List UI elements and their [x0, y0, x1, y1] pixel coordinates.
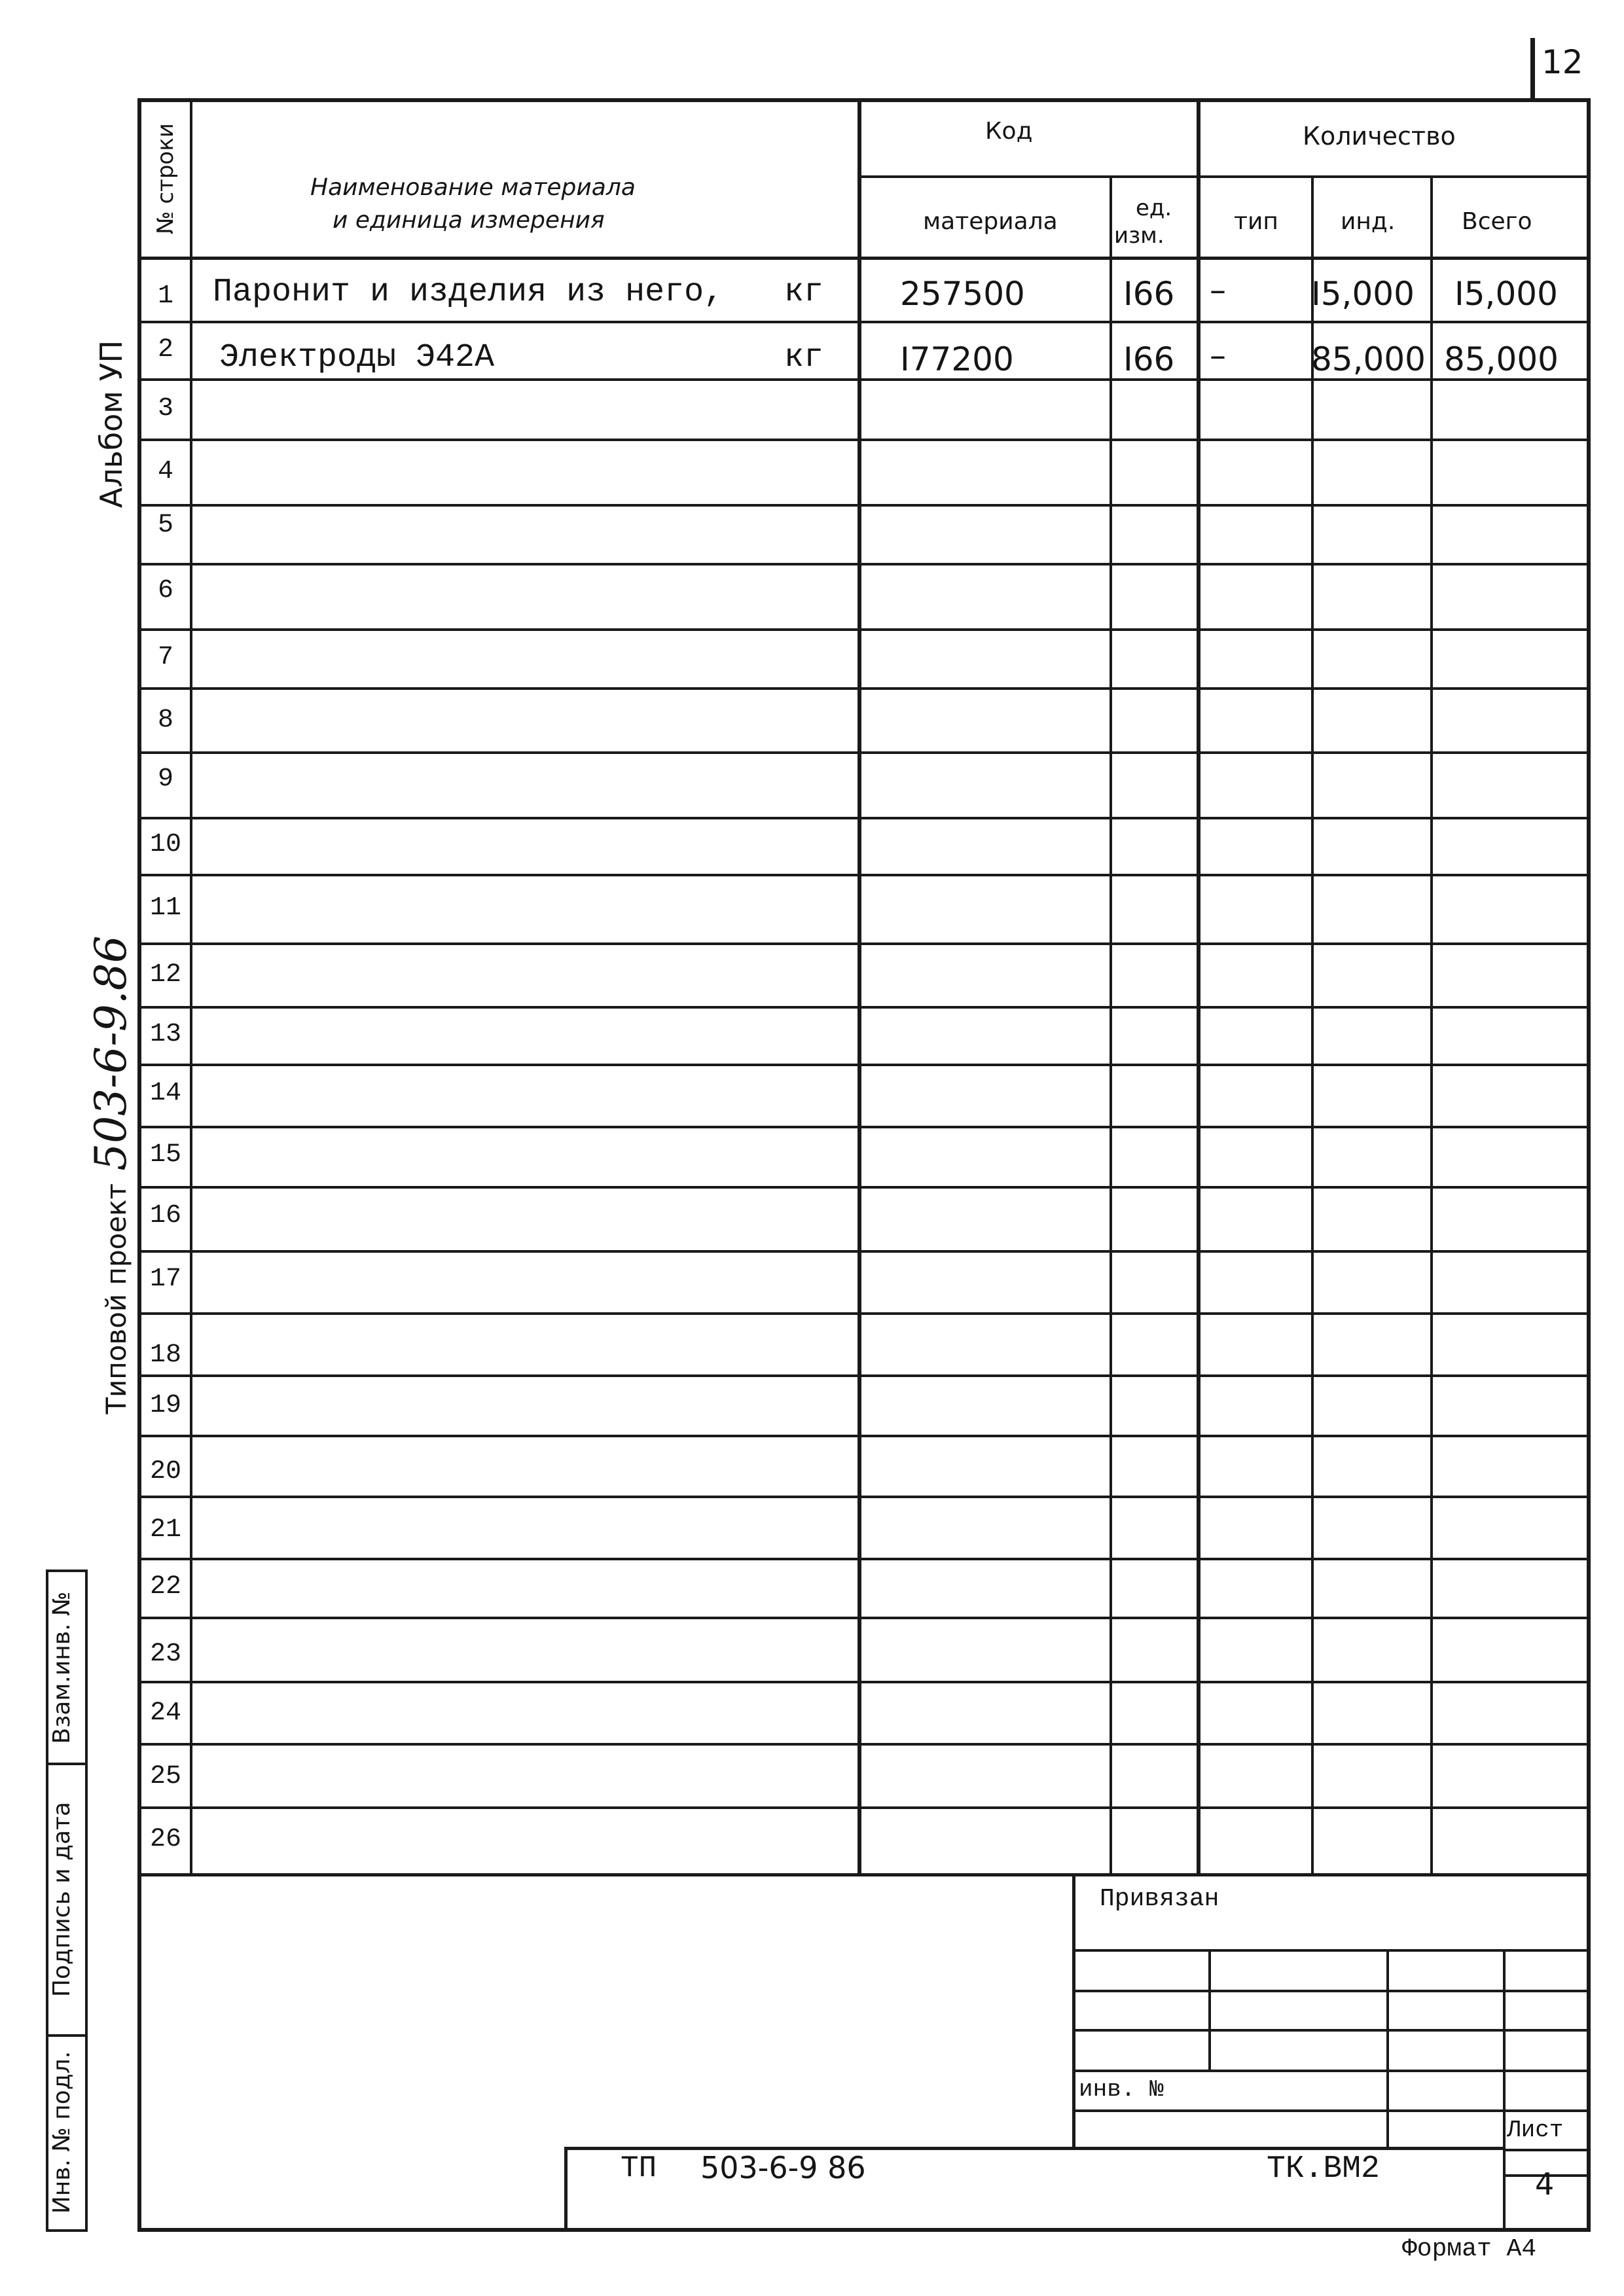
header-name-line2: и единица измерения — [333, 207, 605, 234]
unit-label: кг — [784, 274, 824, 311]
row-number: 18 — [149, 1340, 181, 1370]
row-number: 16 — [149, 1201, 181, 1230]
unit-code: I66 — [1123, 340, 1175, 378]
qty-type: – — [1210, 271, 1226, 309]
stamp-vzam-inv: Взам.инв. № — [48, 1591, 75, 1744]
qty-ind: I5,000 — [1311, 275, 1415, 313]
row-number: 7 — [157, 643, 173, 672]
header-row-number: № строки — [153, 123, 179, 234]
header-qty-total: Всего — [1462, 208, 1532, 235]
row-number: 6 — [157, 576, 173, 605]
header-quantity: Количество — [1303, 122, 1456, 151]
row-number: 25 — [149, 1762, 181, 1791]
row-number: 12 — [149, 960, 181, 990]
row-number: 22 — [149, 1572, 181, 1602]
qty-total: I5,000 — [1454, 275, 1558, 313]
row-number: 2 — [157, 335, 173, 365]
format-label: Формат А4 — [1402, 2235, 1537, 2263]
sheet-label: Лист — [1507, 2117, 1564, 2144]
row-number: 26 — [149, 1825, 181, 1854]
header-code-unit-line2: изм. — [1114, 223, 1164, 249]
page-number: 12 — [1542, 43, 1583, 81]
row-number: 11 — [149, 893, 181, 923]
row-number: 14 — [149, 1079, 181, 1108]
designation-prefix: ТП — [621, 2151, 657, 2185]
unit-code: I66 — [1123, 275, 1175, 313]
stamp-podpis-data: Подпись и дата — [48, 1801, 75, 1998]
qty-ind: 85,000 — [1311, 340, 1426, 378]
header-qty-ind: инд. — [1341, 208, 1396, 235]
stamp-inv-podl: Инв. № подл. — [48, 2051, 75, 2214]
project-label — [88, 926, 134, 1424]
material-name: Паронит и изделия из него, — [213, 274, 724, 311]
row-number: 19 — [149, 1391, 181, 1420]
qty-type: – — [1210, 336, 1226, 374]
header-code: Код — [985, 118, 1033, 145]
row-number: 1 — [157, 281, 173, 311]
sheet-number: 4 — [1535, 2166, 1555, 2202]
row-number: 10 — [149, 830, 181, 859]
header-code-unit: ед. — [1136, 195, 1172, 221]
row-number: 17 — [149, 1265, 181, 1294]
project-number: 503-6-9.86 — [86, 935, 136, 1171]
designation-number: 503-6-9 86 — [700, 2150, 866, 2185]
material-code: 257500 — [900, 275, 1025, 313]
row-number: 9 — [157, 764, 173, 794]
inv-no-label: инв. № — [1079, 2076, 1164, 2103]
header-name: Наименование материала — [310, 174, 636, 201]
header-qty-type: тип — [1234, 208, 1278, 235]
header-code-material: материала — [923, 208, 1058, 235]
row-number: 5 — [157, 511, 173, 540]
privyazan-label: Привязан — [1100, 1885, 1219, 1913]
material-name: Электроды Э42А — [219, 339, 495, 376]
row-number: 8 — [157, 706, 173, 735]
material-code: I77200 — [900, 340, 1014, 378]
row-number: 13 — [149, 1020, 181, 1049]
project-label-text: Типовой проект — [100, 1183, 132, 1414]
row-number: 15 — [149, 1140, 181, 1170]
unit-label: кг — [784, 339, 824, 376]
designation-code: ТК.ВМ2 — [1267, 2151, 1380, 2187]
row-number: 20 — [149, 1457, 181, 1486]
row-number: 23 — [149, 1640, 181, 1669]
album-label: Альбом УП — [94, 340, 129, 509]
row-number: 4 — [157, 457, 173, 486]
row-number: 21 — [149, 1515, 181, 1545]
qty-total: 85,000 — [1444, 340, 1559, 378]
row-number: 3 — [157, 394, 173, 423]
row-number: 24 — [149, 1698, 181, 1728]
